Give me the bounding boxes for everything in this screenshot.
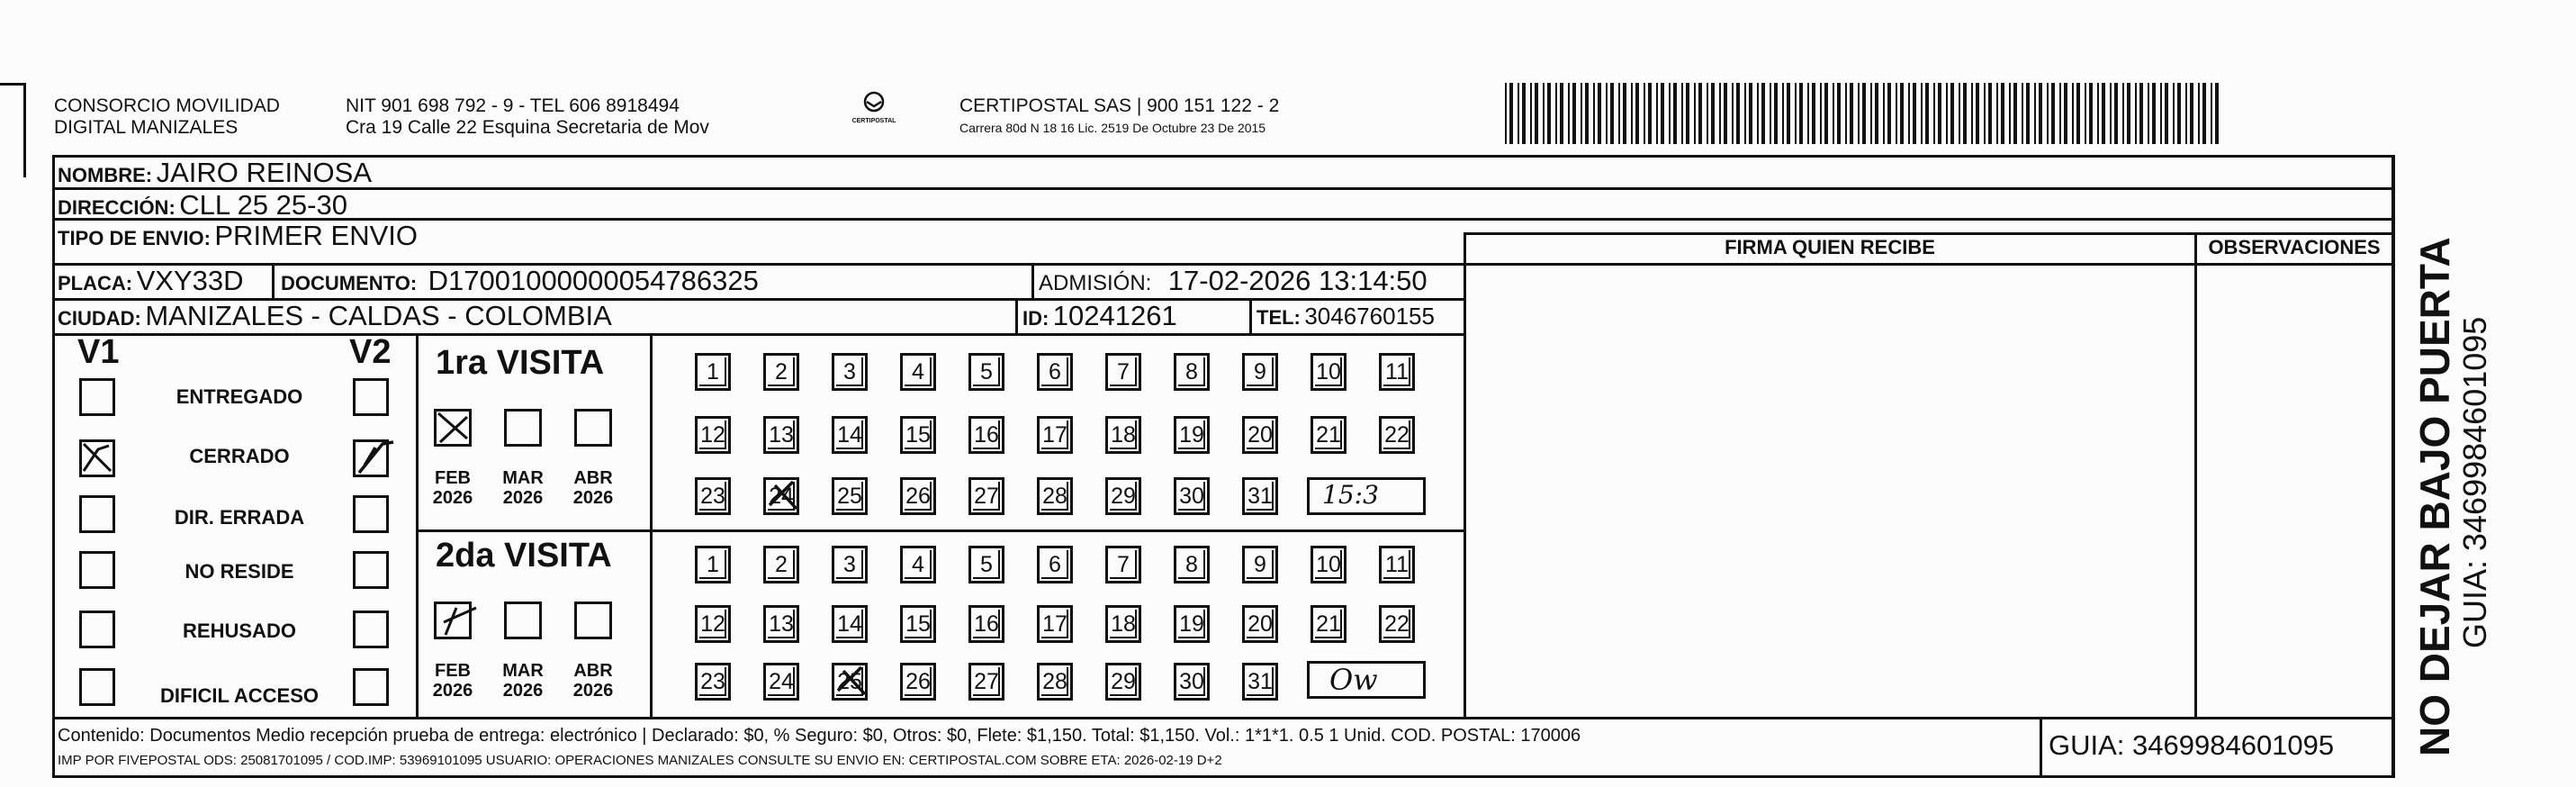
- second-visit-day-16[interactable]: 16: [968, 605, 1004, 643]
- documento-field: [281, 265, 759, 297]
- first-visit-day-14[interactable]: 14: [832, 416, 868, 454]
- second-visit-day-7[interactable]: 7: [1105, 546, 1141, 583]
- company-name: [54, 95, 280, 139]
- second-visit-day-31[interactable]: 31: [1242, 663, 1278, 701]
- certipostal-logo: [844, 90, 904, 125]
- first-visit-title: 1ra VISITA: [436, 344, 605, 382]
- ciudad-field: [58, 300, 612, 332]
- first-visit-day-2[interactable]: 2: [763, 353, 799, 391]
- barcode-bar: [1686, 83, 1689, 144]
- barcode-bar: [1547, 83, 1551, 144]
- divider: [1015, 298, 1018, 333]
- barcode-bar: [1631, 83, 1633, 144]
- month-label: [425, 468, 481, 508]
- divider: [1464, 232, 1466, 717]
- barcode-bar: [1988, 83, 1992, 144]
- barcode-bar: [1623, 83, 1626, 144]
- footer-contenido: Contenido: Documentos Medio recepción prueba de entrega: electrónico | Declarado: $0, % Seguro: $0, Otros: $0, Flete: $1,150. Total: $1,150. Vol.: 1*1*1. 0.5 1 Unid. COD. POSTAL: 170006: [58, 726, 1581, 746]
- first-visit-day-25[interactable]: 25: [832, 477, 868, 515]
- second-visit-day-26[interactable]: 26: [900, 663, 936, 701]
- v1-no-reside-checkbox[interactable]: [79, 551, 115, 589]
- check-mark-icon: [437, 602, 478, 638]
- barcode-bar: [1581, 83, 1582, 144]
- first-visit-day-10[interactable]: 10: [1311, 353, 1347, 391]
- month-label: [565, 661, 621, 701]
- second-visit-month-box[interactable]: [504, 602, 542, 639]
- divider: [1249, 298, 1252, 333]
- barcode-bar: [1736, 83, 1740, 144]
- second-visit-day-25[interactable]: 25: [832, 663, 868, 701]
- first-visit-month-box[interactable]: [574, 409, 612, 447]
- nombre-label: NOMBRE:: [58, 164, 153, 186]
- margin-mark: [23, 83, 26, 177]
- barcode-bar: [1787, 83, 1790, 144]
- first-visit-day-15[interactable]: 15: [900, 416, 936, 454]
- side-guia: GUIA: 3469984601095: [2456, 316, 2493, 648]
- footer-impresion: IMP POR FIVEPOSTAL ODS: 25081701095 / COD.IMP: 53969101095 USUARIO: OPERACIONES MANIZALES CONSULTE SU ENVIO EN: CERTIPOSTAL.COM SOBRE ETA: 2026-02-19 D+2: [58, 753, 1222, 768]
- placa-value: VXY33D: [136, 265, 244, 296]
- logo-icon: [856, 90, 892, 113]
- barcode-bar: [1896, 83, 1897, 144]
- barcode-bar: [2072, 83, 2074, 144]
- barcode-bar: [2152, 83, 2156, 144]
- barcode-bar: [2009, 83, 2011, 144]
- barcode-bar: [1707, 83, 1708, 144]
- barcode-bar: [2085, 83, 2086, 144]
- check-mark-icon: [356, 439, 395, 475]
- barcode-bar: [1959, 83, 1960, 144]
- barcode-bar: [2198, 83, 2200, 144]
- second-visit-day-24[interactable]: 24: [763, 663, 799, 701]
- barcode-bar: [1610, 83, 1614, 144]
- second-visit-day-4[interactable]: 4: [900, 546, 936, 583]
- barcode-bar: [1518, 83, 1519, 144]
- barcode-bar: [1963, 83, 1967, 144]
- barcode-bar: [1913, 83, 1916, 144]
- second-visit-day-19[interactable]: 19: [1174, 605, 1210, 643]
- footer-guia: GUIA: 3469984601095: [2049, 729, 2335, 761]
- divider: [2040, 717, 2042, 778]
- barcode-bar: [1850, 83, 1853, 144]
- barcode-bar: [2051, 83, 2055, 144]
- first-visit-day-13[interactable]: 13: [763, 416, 799, 454]
- barcode-bar: [1744, 83, 1746, 144]
- v1-dir-errada-checkbox[interactable]: [79, 495, 115, 533]
- barcode-bar: [1820, 83, 1822, 144]
- courier-line-2: Carrera 80d N 18 16 Lic. 2519 De Octubre 23 De 2015: [959, 121, 1266, 135]
- barcode-bar: [1824, 83, 1828, 144]
- barcode-bar: [1875, 83, 1878, 144]
- logo-text: CERTIPOSTAL: [851, 118, 896, 124]
- second-visit-day-29[interactable]: 29: [1105, 663, 1141, 701]
- second-visit-day-14[interactable]: 14: [832, 605, 868, 643]
- barcode-bar: [2089, 83, 2093, 144]
- check-mark-icon: [766, 478, 802, 514]
- first-visit-day-3[interactable]: 3: [832, 353, 868, 391]
- first-visit-day-19[interactable]: 19: [1174, 416, 1210, 454]
- barcode-bar: [2135, 83, 2137, 144]
- v2-dir-errada-checkbox[interactable]: [353, 495, 389, 533]
- barcode-bar: [1887, 83, 1891, 144]
- barcode-bar: [1782, 83, 1784, 144]
- month-label: [495, 468, 551, 508]
- first-visit-day-31[interactable]: 31: [1242, 477, 1278, 515]
- month-year: 2026: [432, 488, 473, 508]
- barcode-bar: [2177, 83, 2181, 144]
- firma-label: FIRMA QUIEN RECIBE: [1725, 236, 1935, 258]
- barcode-bar: [1900, 83, 1904, 144]
- second-visit-day-18[interactable]: 18: [1105, 605, 1141, 643]
- courier-info: [959, 95, 1279, 136]
- barcode-bar: [1669, 83, 1671, 144]
- barcode-bar: [1996, 83, 1998, 144]
- check-mark-icon: [82, 442, 113, 475]
- second-visit-day-15[interactable]: 15: [900, 605, 936, 643]
- first-visit-note-box: [1307, 477, 1426, 515]
- month-name: ABR: [573, 468, 613, 488]
- barcode-bar: [2185, 83, 2187, 144]
- barcode-bar: [1724, 83, 1727, 144]
- second-visit-day-30[interactable]: 30: [1174, 663, 1210, 701]
- first-visit-day-5[interactable]: 5: [968, 353, 1004, 391]
- second-visit-day-12[interactable]: 12: [695, 605, 731, 643]
- barcode-bar: [2059, 83, 2061, 144]
- barcode-bar: [1530, 83, 1532, 144]
- margin-mark: [0, 83, 25, 86]
- divider: [52, 187, 2394, 190]
- barcode-bar: [1606, 83, 1608, 144]
- v1-rehusado-checkbox[interactable]: [79, 611, 115, 648]
- month-name: MAR: [502, 661, 544, 681]
- first-visit-day-23[interactable]: 23: [695, 477, 731, 515]
- tel-field: [1256, 303, 1435, 330]
- barcode-bar: [1568, 83, 1570, 144]
- second-visit-day-21[interactable]: 21: [1311, 605, 1347, 643]
- first-visit-day-27[interactable]: 27: [968, 477, 1004, 515]
- divider: [1465, 263, 2394, 266]
- first-visit-day-4[interactable]: 4: [900, 353, 936, 391]
- barcode-bar: [1522, 83, 1526, 144]
- barcode-bar: [1812, 83, 1815, 144]
- second-visit-note: Ow: [1329, 663, 1378, 697]
- id-field: [1022, 300, 1177, 332]
- first-visit-day-12[interactable]: 12: [695, 416, 731, 454]
- barcode-bar: [1618, 83, 1620, 144]
- divider: [416, 333, 419, 717]
- month-name: ABR: [573, 661, 613, 681]
- v2-entregado-checkbox[interactable]: [353, 378, 389, 416]
- second-visit-day-28[interactable]: 28: [1037, 663, 1073, 701]
- ciudad-value: MANIZALES - CALDAS - COLOMBIA: [145, 300, 612, 331]
- barcode-bar: [1946, 83, 1948, 144]
- barcode-bar: [1858, 83, 1860, 144]
- barcode-bar: [2064, 83, 2067, 144]
- barcode-bar: [2039, 83, 2042, 144]
- placa-field: [58, 265, 243, 297]
- barcode-bar: [2047, 83, 2049, 144]
- address-line: Cra 19 Calle 22 Esquina Secretaria de Mov: [346, 117, 709, 138]
- second-visit-note-box: [1307, 661, 1426, 699]
- company-line-2: DIGITAL MANIZALES: [54, 117, 239, 138]
- barcode-bar: [1950, 83, 1954, 144]
- month-year: 2026: [502, 488, 544, 508]
- barcode-bar: [2022, 83, 2023, 144]
- barcode-bar: [2190, 83, 2193, 144]
- first-visit-day-6[interactable]: 6: [1037, 353, 1073, 391]
- second-visit-day-6[interactable]: 6: [1037, 546, 1073, 583]
- barcode-bar: [2013, 83, 2017, 144]
- tipo-envio-row: [58, 220, 418, 252]
- barcode-bar: [1505, 83, 1507, 144]
- second-visit-day-9[interactable]: 9: [1242, 546, 1278, 583]
- v2-rehusado-checkbox[interactable]: [353, 611, 389, 648]
- barcode-bar: [1635, 83, 1639, 144]
- second-visit-day-20[interactable]: 20: [1242, 605, 1278, 643]
- nombre-row: [58, 157, 372, 189]
- barcode-bar: [1648, 83, 1652, 144]
- barcode-bar: [1711, 83, 1715, 144]
- check-mark-icon: [437, 412, 469, 444]
- barcode-bar: [2211, 83, 2212, 144]
- second-visit-day-22[interactable]: 22: [1379, 605, 1415, 643]
- barcode-bar: [1933, 83, 1935, 144]
- v2-label: V2: [349, 333, 392, 371]
- status-cerrado: CERRADO: [189, 445, 290, 467]
- first-visit-day-18[interactable]: 18: [1105, 416, 1141, 454]
- barcode-bar: [1770, 83, 1771, 144]
- v2-cerrado-checkbox[interactable]: [353, 439, 389, 477]
- divider: [2194, 232, 2197, 717]
- barcode-bar: [2160, 83, 2162, 144]
- month-year: 2026: [572, 488, 614, 508]
- barcode-bar: [1757, 83, 1759, 144]
- second-visit-day-27[interactable]: 27: [968, 663, 1004, 701]
- admision-field: [1039, 265, 1428, 297]
- first-visit-day-11[interactable]: 11: [1379, 353, 1415, 391]
- barcode-bar: [1555, 83, 1557, 144]
- v1-cerrado-checkbox[interactable]: [79, 439, 115, 477]
- month-name: FEB: [435, 661, 471, 681]
- first-visit-day-7[interactable]: 7: [1105, 353, 1141, 391]
- barcode-bar: [1976, 83, 1979, 144]
- first-visit-day-20[interactable]: 20: [1242, 416, 1278, 454]
- divider: [650, 333, 653, 717]
- month-label: [565, 468, 621, 508]
- admision-value: 17-02-2026 13:14:50: [1167, 265, 1428, 296]
- nombre-value: JAIRO REINOSA: [156, 157, 372, 188]
- status-rehusado: REHUSADO: [183, 620, 296, 642]
- id-value: 10241261: [1052, 300, 1177, 331]
- status-dificil-acceso: DIFICIL ACCESO: [159, 684, 319, 707]
- first-visit-day-22[interactable]: 22: [1379, 416, 1415, 454]
- barcode-bar: [1774, 83, 1778, 144]
- tipo-envio-label: TIPO DE ENVIO:: [58, 227, 211, 249]
- barcode-bar: [2165, 83, 2168, 144]
- second-visit-month-box[interactable]: [574, 602, 612, 639]
- barcode-bar: [1971, 83, 1973, 144]
- barcode-bar: [1585, 83, 1589, 144]
- divider: [416, 529, 1465, 532]
- admision-label: ADMISIÓN:: [1039, 271, 1152, 295]
- divider: [1465, 232, 2394, 235]
- second-visit-title: 2da VISITA: [436, 537, 612, 574]
- barcode-bar: [1938, 83, 1941, 144]
- first-visit-day-28[interactable]: 28: [1037, 477, 1073, 515]
- barcode-bar: [1833, 83, 1834, 144]
- check-mark-icon: [834, 664, 870, 700]
- barcode-bar: [1870, 83, 1872, 144]
- barcode-bar: [2026, 83, 2030, 144]
- barcode-bar: [1694, 83, 1696, 144]
- second-visit-day-10[interactable]: 10: [1311, 546, 1347, 583]
- barcode-bar: [2122, 83, 2124, 144]
- first-visit-day-1[interactable]: 1: [695, 353, 731, 391]
- direccion-row: [58, 189, 347, 222]
- first-visit-month-box[interactable]: [434, 409, 472, 447]
- barcode-bar: [1719, 83, 1721, 144]
- month-name: FEB: [435, 468, 471, 488]
- barcode-bar: [1572, 83, 1576, 144]
- barcode-bar: [1925, 83, 1929, 144]
- first-visit-day-24[interactable]: 24: [763, 477, 799, 515]
- second-visit-day-1[interactable]: 1: [695, 546, 731, 583]
- barcode-bar: [1698, 83, 1702, 144]
- barcode-bar: [2202, 83, 2206, 144]
- barcode-bar: [1807, 83, 1809, 144]
- barcode-bar: [2139, 83, 2143, 144]
- barcode: [1505, 83, 2221, 144]
- divider: [52, 333, 1465, 336]
- first-visit-month-box[interactable]: [504, 409, 542, 447]
- first-visit-day-26[interactable]: 26: [900, 477, 936, 515]
- divider: [52, 717, 2394, 719]
- divider: [2392, 155, 2395, 778]
- barcode-bar: [1862, 83, 1866, 144]
- company-line-1: CONSORCIO MOVILIDAD: [54, 95, 280, 116]
- divider: [272, 263, 275, 298]
- v1-label: V1: [77, 333, 120, 371]
- first-visit-day-30[interactable]: 30: [1174, 477, 1210, 515]
- barcode-bar: [1883, 83, 1885, 144]
- documento-value: D17001000000054786325: [428, 265, 759, 296]
- barcode-bar: [1593, 83, 1595, 144]
- divider: [1031, 263, 1034, 298]
- status-dir-errada: DIR. ERRADA: [174, 506, 305, 529]
- second-visit-day-5[interactable]: 5: [968, 546, 1004, 583]
- barcode-bar: [2001, 83, 2004, 144]
- id-label: ID:: [1022, 307, 1049, 330]
- v1-dificil-acceso-checkbox[interactable]: [79, 668, 115, 706]
- barcode-bar: [2076, 83, 2080, 144]
- first-visit-day-9[interactable]: 9: [1242, 353, 1278, 391]
- barcode-bar: [1908, 83, 1910, 144]
- nit-line: NIT 901 698 792 - 9 - TEL 606 8918494: [346, 95, 680, 116]
- barcode-bar: [1795, 83, 1797, 144]
- second-visit-day-23[interactable]: 23: [695, 663, 731, 701]
- direccion-value: CLL 25 25-30: [179, 189, 347, 221]
- second-visit-day-17[interactable]: 17: [1037, 605, 1073, 643]
- v1-entregado-checkbox[interactable]: [79, 378, 115, 416]
- barcode-bar: [1543, 83, 1545, 144]
- second-visit-month-box[interactable]: [434, 602, 472, 639]
- barcode-bar: [1509, 83, 1513, 144]
- barcode-bar: [1921, 83, 1923, 144]
- month-label: [425, 661, 481, 701]
- barcode-bar: [2215, 83, 2219, 144]
- first-visit-day-8[interactable]: 8: [1174, 353, 1210, 391]
- tel-label: TEL:: [1256, 306, 1301, 329]
- second-visit-day-11[interactable]: 11: [1379, 546, 1415, 583]
- barcode-bar: [1749, 83, 1752, 144]
- month-label: [495, 661, 551, 701]
- first-visit-day-16[interactable]: 16: [968, 416, 1004, 454]
- barcode-bar: [1560, 83, 1563, 144]
- documento-label: DOCUMENTO:: [281, 272, 418, 294]
- barcode-bar: [1761, 83, 1765, 144]
- first-visit-note: 15:3: [1322, 480, 1379, 510]
- observaciones-label: OBSERVACIONES: [2208, 236, 2381, 258]
- barcode-bar: [2148, 83, 2149, 144]
- ciudad-label: CIUDAD:: [58, 307, 141, 330]
- month-name: MAR: [502, 468, 544, 488]
- first-visit-day-21[interactable]: 21: [1311, 416, 1347, 454]
- tel-value: 3046760155: [1304, 303, 1435, 330]
- month-year: 2026: [572, 681, 614, 701]
- first-visit-day-17[interactable]: 17: [1037, 416, 1073, 454]
- placa-label: PLACA:: [58, 272, 133, 294]
- v2-dificil-acceso-checkbox[interactable]: [353, 668, 389, 706]
- company-contact: [346, 95, 709, 139]
- barcode-bar: [1598, 83, 1601, 144]
- barcode-bar: [2114, 83, 2118, 144]
- barcode-bar: [2102, 83, 2105, 144]
- direccion-label: DIRECCIÓN:: [58, 196, 176, 219]
- barcode-bar: [2034, 83, 2036, 144]
- second-visit-day-8[interactable]: 8: [1174, 546, 1210, 583]
- barcode-bar: [1799, 83, 1803, 144]
- barcode-bar: [1681, 83, 1683, 144]
- barcode-bar: [2127, 83, 2130, 144]
- month-year: 2026: [432, 681, 473, 701]
- v2-no-reside-checkbox[interactable]: [353, 551, 389, 589]
- barcode-bar: [1661, 83, 1664, 144]
- second-visit-day-2[interactable]: 2: [763, 546, 799, 583]
- barcode-bar: [1984, 83, 1986, 144]
- barcode-bar: [1535, 83, 1538, 144]
- barcode-bar: [1837, 83, 1841, 144]
- month-year: 2026: [502, 681, 544, 701]
- barcode-bar: [2173, 83, 2175, 144]
- second-visit-day-13[interactable]: 13: [763, 605, 799, 643]
- barcode-bar: [2110, 83, 2112, 144]
- barcode-bar: [2097, 83, 2099, 144]
- barcode-bar: [1845, 83, 1847, 144]
- tipo-envio-value: PRIMER ENVIO: [214, 220, 419, 251]
- status-no-reside: NO RESIDE: [185, 560, 294, 583]
- barcode-bar: [1656, 83, 1658, 144]
- no-dejar-bajo-puerta: NO DEJAR BAJO PUERTA: [2411, 237, 2458, 756]
- barcode-bar: [1644, 83, 1645, 144]
- first-visit-day-29[interactable]: 29: [1105, 477, 1141, 515]
- second-visit-day-3[interactable]: 3: [832, 546, 868, 583]
- status-entregado: ENTREGADO: [176, 385, 303, 408]
- barcode-bar: [1732, 83, 1734, 144]
- barcode-bar: [1673, 83, 1677, 144]
- courier-line-1: CERTIPOSTAL SAS | 900 151 122 - 2: [959, 95, 1280, 116]
